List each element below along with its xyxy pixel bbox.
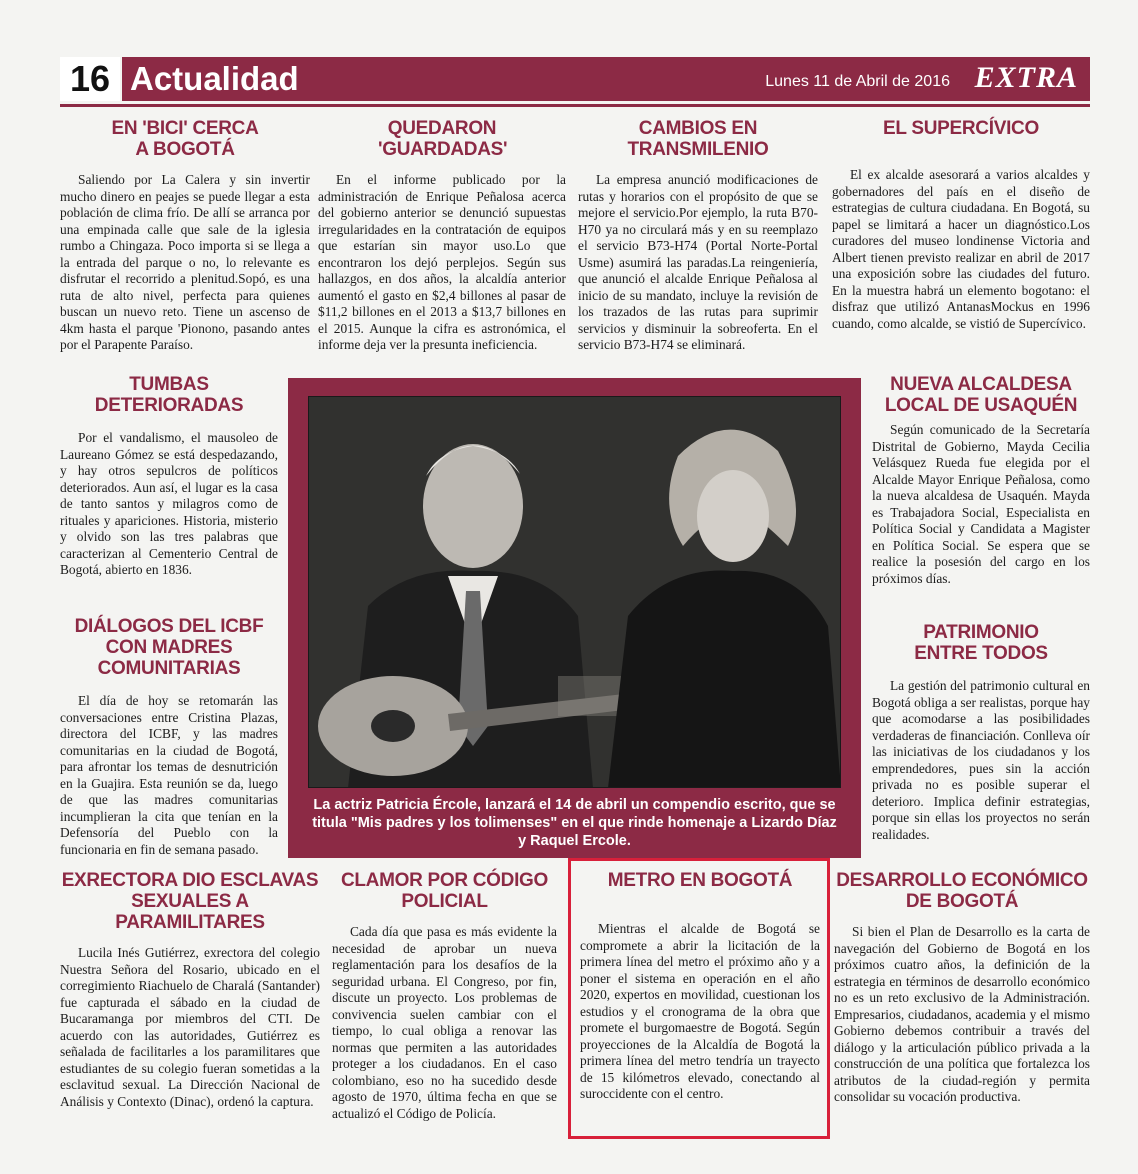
article-headline: DESARROLLO ECONÓMICO DE BOGOTÁ bbox=[836, 870, 1088, 912]
article-codigo-policial bbox=[332, 870, 557, 1122]
article-tumbas bbox=[60, 374, 278, 579]
article-body: El ex alcalde asesorará a varios alcaldes y gobernadores del país en el diseño de estrategias de cultura ciudadana. En Bogotá, su papel se limitará a hacer un diagnóstico.Los curadores del museo londinense Victoria and Albert tienen previsto realizar en abril de 2017 una exposición sobre las ciudades del futuro. En la muestra habrá un elemento bogotano: el disfraz que utilizó AntanasMockus en 1996 cuando, como alcalde, se vistió de Supercívico. bbox=[832, 167, 1090, 331]
article-body: Lucila Inés Gutiérrez, exrectora del colegio Nuestra Señora del Rosario, ubicado en el corregimiento Riachuelo de Charalá (Santander) fue capturada el sábado en la ciudad de Bucaramanga por miembros del CTI. De acuerdo con las autoridades, Gutiérrez es señalada de facilitarles a los paramilitares que estudiantes de su colegio fueran sometidas a la esclavitud sexual. La Dirección Nacional de Análisis y Contexto (Dinac), ordenó la captura. bbox=[60, 945, 320, 1109]
article-headline: EXRECTORA DIO ESCLAVAS SEXUALES A PARAMILITARES bbox=[61, 870, 319, 933]
article-bici bbox=[60, 118, 310, 354]
page-header bbox=[60, 55, 1090, 103]
article-headline: METRO EN BOGOTÁ bbox=[607, 870, 793, 891]
article-usaquen bbox=[872, 374, 1090, 587]
article-body: Si bien el Plan de Desarrollo es la carta de navegación del Gobierno de Bogotá en los próximos cuatro años, la definición de la estrategia en términos de desarrollo económico no es un reto exclusivo de la Administración. Empresarios, ciudadanos, academia y el mismo Gobierno debemos contribuir a través del diálogo y la articulación público privada a la construcción de una política que fortalezca los atributos de la ciudad-región y permita consolidar su vocación productiva. bbox=[834, 924, 1090, 1104]
article-headline: CLAMOR POR CÓDIGO POLICIAL bbox=[340, 870, 549, 912]
page-number: 16 bbox=[60, 57, 120, 101]
article-body: Saliendo por La Calera y sin invertir mucho dinero en peajes se puede llegar a esta población de clima frío. De allí se arranca por una empinada calle que sale de la iglesia rumbo a Chingaza. Poco importa si se llega a la entrada del parque o no, lo relevante es disfrutar el recorrido a plenitud.Sopó, es una ruta de alto nivel, perfecta para quienes buscan un nuevo reto. Tiene un ascenso de 4km hasta el parque 'Pionono, pasando antes por el Parapente Paraíso. bbox=[60, 172, 310, 352]
article-body: Cada día que pasa es más evidente la necesidad de aprobar un nueva reglamentación para los desafíos de la seguridad urbana. El Congreso, por fin, discute un proyecto. Los problemas de convivencia suelen cambiar con el tiempo, lo cual obliga a renovar las normas que permiten a las autoridades proteger a los ciudadanos. En el caso colombiano, eso no ha sucedido desde agosto de 1970, última fecha en que se actualizó el Código de Policía. bbox=[332, 924, 557, 1121]
article-headline: EN 'BICI' CERCA A BOGOTÁ bbox=[111, 118, 259, 160]
article-headline: TUMBAS DETERIORADAS bbox=[94, 374, 244, 416]
photo-couple-guitar bbox=[308, 396, 841, 788]
article-guardadas bbox=[318, 118, 566, 354]
article-body: El día de hoy se retomarán las conversaciones entre Cristina Plazas, directora del ICBF, y las madres comunitarias en la ciudad de Bogotá, para afrontar los temas de desnutrición en la Guajira. Esta reunión se da, luego de que las madres comunitarias incumplieran la cita que tenían en la Defensoría del Pueblo con la funcionaria en fin de semana pasado. bbox=[60, 693, 278, 857]
issue-date: Lunes 11 de Abril de 2016 bbox=[765, 73, 950, 90]
article-headline: DIÁLOGOS DEL ICBF CON MADRES COMUNITARIAS bbox=[74, 616, 264, 679]
section-title: Actualidad bbox=[130, 60, 299, 97]
article-headline: QUEDARON 'GUARDADAS' bbox=[378, 118, 508, 160]
header-rule bbox=[60, 104, 1090, 107]
article-body: La empresa anunció modificaciones de rutas y horarios con el propósito de que se mejore el servicio.Por ejemplo, la ruta B70-H70 ya no circulará más y en su reemplazo el servicio B73-H74 (Portal Norte-Portal Usme) asumirá las paradas.La reingeniería, que anunció el alcalde Enrique Peñalosa al inicio de su mandato, incluye la revisión de los trazados de las rutas para suprimir servicios y disminuir la sobreoferta. En el servicio B73-H74 se eliminará. bbox=[578, 172, 818, 352]
highlight-box bbox=[568, 858, 830, 1139]
article-headline: EL SUPERCÍVICO bbox=[883, 118, 1039, 139]
article-desarrollo bbox=[834, 870, 1090, 1106]
photo-caption: La actriz Patricia Ércole, lanzará el 14 de abril un compendio escrito, que se titula "Mis padres y los tolimenses" en el que rinde homenaje a Lizardo Díaz y Raquel Ercole. bbox=[312, 797, 837, 849]
article-body: Por el vandalismo, el mausoleo de Laureano Gómez se está despedazando, y hay otros sepulcros de políticos deteriorados. Aun así, el lugar es la casa de tanto santos y milagros como de rituales y apariciones. Historia, misterio y olvido son las tres palabras que caracterizan al Cementerio Central de Bogotá, abierto en 1836. bbox=[60, 430, 278, 577]
photo-illustration bbox=[308, 396, 841, 788]
article-transmilenio bbox=[578, 118, 818, 354]
photo-frame bbox=[288, 378, 861, 858]
article-headline: CAMBIOS EN TRANSMILENIO bbox=[627, 118, 769, 160]
section-bar bbox=[122, 57, 1090, 101]
article-icbf bbox=[60, 616, 278, 858]
article-headline: NUEVA ALCALDESA LOCAL DE USAQUÉN bbox=[884, 374, 1078, 416]
article-headline: PATRIMONIO ENTRE TODOS bbox=[914, 622, 1048, 664]
article-body: La gestión del patrimonio cultural en Bogotá obliga a ser realistas, porque hay que acomodarse a las posibilidades verdaderas de financiación. Conlleva oír las iniciativas de los ciudadanos y los emprendedores, pues sin la acción privada no es posible superar el deterioro. Implica definir estrategias, porque sin ellas los proyectos no serán realidades. bbox=[872, 678, 1090, 842]
article-body: Mientras el alcalde de Bogotá se compromete a abrir la licitación de la primera línea del metro el próximo año y a poner el sistema en operación en el año 2020, expertos en movilidad, cuestionan los estudios y el cronograma de la obra que promete el burgomaestre de Bogotá. Según proyecciones de la Alcaldía de Bogotá la primera línea del metro tendría un trayecto de 15 kilómetros elevado, conectando al suroccidente con el centro. bbox=[580, 921, 820, 1101]
article-exrectora bbox=[60, 870, 320, 1110]
article-patrimonio bbox=[872, 622, 1090, 843]
article-body: Según comunicado de la Secretaría Distrital de Gobierno, Mayda Cecilia Velásquez Rueda fue elegida por el Alcalde Mayor Enrique Peñalosa, como la nueva alcaldesa de Usaquén. Mayda es Trabajadora Social, Especialista en Política Social y Candidata a Magister en Política Social. Se espera que se realice la posesión del cargo en los próximos días. bbox=[872, 422, 1090, 586]
article-body: En el informe publicado por la administración de Enrique Peñalosa acerca del gobierno anterior se denunció supuestas irregularidades en la contratación de equipos que estarían sin mayor uso.Lo que encontraron los dejó perplejos. Según sus hallazgos, en dos años, la alcaldía anterior aumentó el gasto en $2,4 billones al pasar de $11,2 billones en el 2013 a $13,7 billones en el 2015. Aunque la cifra es astronómica, el informe deja ver la presunta ineficiencia. bbox=[318, 172, 566, 352]
article-supercivico bbox=[832, 118, 1090, 332]
brand-logo: EXTRA bbox=[974, 61, 1078, 94]
